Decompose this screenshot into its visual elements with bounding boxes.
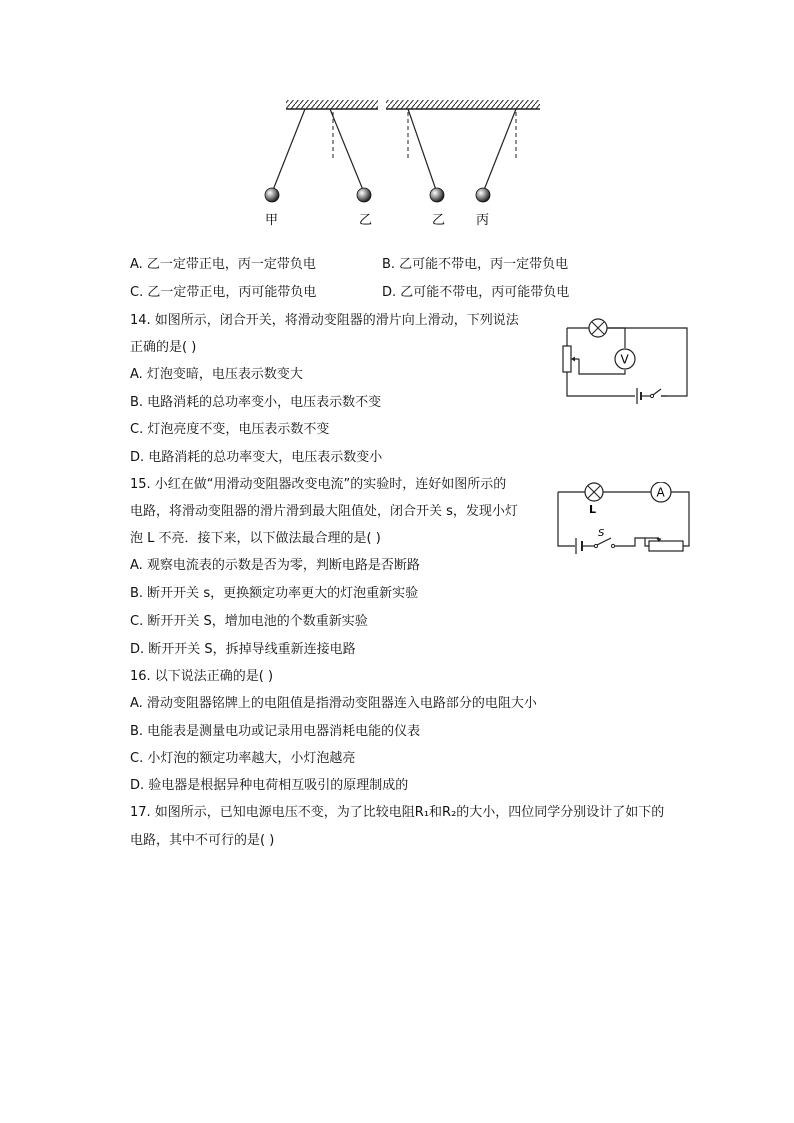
- switch-label: S: [598, 528, 605, 539]
- rheostat-icon: [645, 538, 683, 551]
- ball-bing: [476, 188, 490, 202]
- right-ceiling: [386, 100, 540, 109]
- q13-option-a: A. 乙一定带正电，丙一定带负电: [130, 257, 316, 272]
- q13-option-c: C. 乙一定带正电，丙可能带负电: [130, 285, 317, 300]
- q15-option-b: B. 断开开关 s，更换额定功率更大的灯泡重新实验: [130, 586, 419, 601]
- ammeter-label: A: [656, 485, 665, 500]
- q17-stem-line2: 电路，其中不可行的是( ): [130, 833, 275, 848]
- ball-yi-left: [357, 188, 371, 202]
- q15-stem-line3: 泡 L 不亮．接下来，以下做法最合理的是( ): [130, 531, 381, 546]
- q15-stem-line1: 15. 小红在做“用滑动变阻器改变电流”的实验时，连好如图所示的: [130, 477, 507, 492]
- q15-stem-line2: 电路，将滑动变阻器的滑片滑到最大阻值处，闭合开关 s，发现小灯: [130, 504, 518, 519]
- q16-stem: 16. 以下说法正确的是( ): [130, 669, 274, 684]
- q14-option-a: A. 灯泡变暗，电压表示数变大: [130, 367, 303, 382]
- q16-option-c: C. 小灯泡的额定功率越大，小灯泡越亮: [130, 751, 356, 766]
- battery-icon: [576, 538, 582, 554]
- label-yi-right: 乙: [432, 213, 446, 228]
- left-ceiling: [286, 100, 378, 109]
- q14-option-b: B. 电路消耗的总功率变小，电压表示数不变: [130, 395, 382, 410]
- lamp-label: L: [589, 503, 597, 516]
- switch-icon: [641, 386, 667, 398]
- q14-option-c: C. 灯泡亮度不变，电压表示数不变: [130, 422, 330, 437]
- rheostat-icon: [563, 346, 579, 372]
- ammeter-icon: [651, 482, 671, 502]
- q13-option-b: B. 乙可能不带电，丙一定带负电: [382, 257, 569, 272]
- q16-option-a: A. 滑动变阻器铭牌上的电阻值是指滑动变阻器连入电路部分的电阻大小: [130, 696, 537, 711]
- q17-stem-line1: 17. 如图所示，已知电源电压不变，为了比较电阻R₁和R₂的大小，四位同学分别设计了如下的: [130, 805, 665, 820]
- lamp-icon: [585, 483, 603, 516]
- q14-stem-line2: 正确的是( ): [130, 340, 197, 355]
- q13-pendulum-figure: [250, 92, 550, 232]
- label-bing: 丙: [476, 213, 490, 228]
- q15-option-d: D. 断开开关 S，拆掉导线重新连接电路: [130, 642, 356, 657]
- q14-circuit-figure: [555, 318, 695, 404]
- switch-icon: [594, 528, 614, 548]
- label-yi-left: 乙: [359, 213, 373, 228]
- q13-option-d: D. 乙可能不带电，丙可能带负电: [382, 285, 570, 300]
- q16-option-d: D. 验电器是根据异种电荷相互吸引的原理制成的: [130, 778, 409, 793]
- q15-circuit-figure: [553, 482, 697, 554]
- ball-jia: [265, 188, 279, 202]
- q14-stem-line1: 14. 如图所示，闭合开关，将滑动变阻器的滑片向上滑动，下列说法: [130, 313, 519, 328]
- q16-option-b: B. 电能表是测量电功或记录用电器消耗电能的仪表: [130, 724, 421, 739]
- voltmeter-icon: [615, 349, 635, 369]
- q15-option-a: A. 观察电流表的示数是否为零，判断电路是否断路: [130, 558, 420, 573]
- q14-option-d: D. 电路消耗的总功率变大，电压表示数变小: [130, 450, 383, 465]
- q15-option-c: C. 断开开关 S，增加电池的个数重新实验: [130, 614, 368, 629]
- lamp-icon: [589, 319, 607, 337]
- voltmeter-label: V: [620, 352, 629, 367]
- label-jia: 甲: [265, 213, 279, 228]
- ball-yi-right: [430, 188, 444, 202]
